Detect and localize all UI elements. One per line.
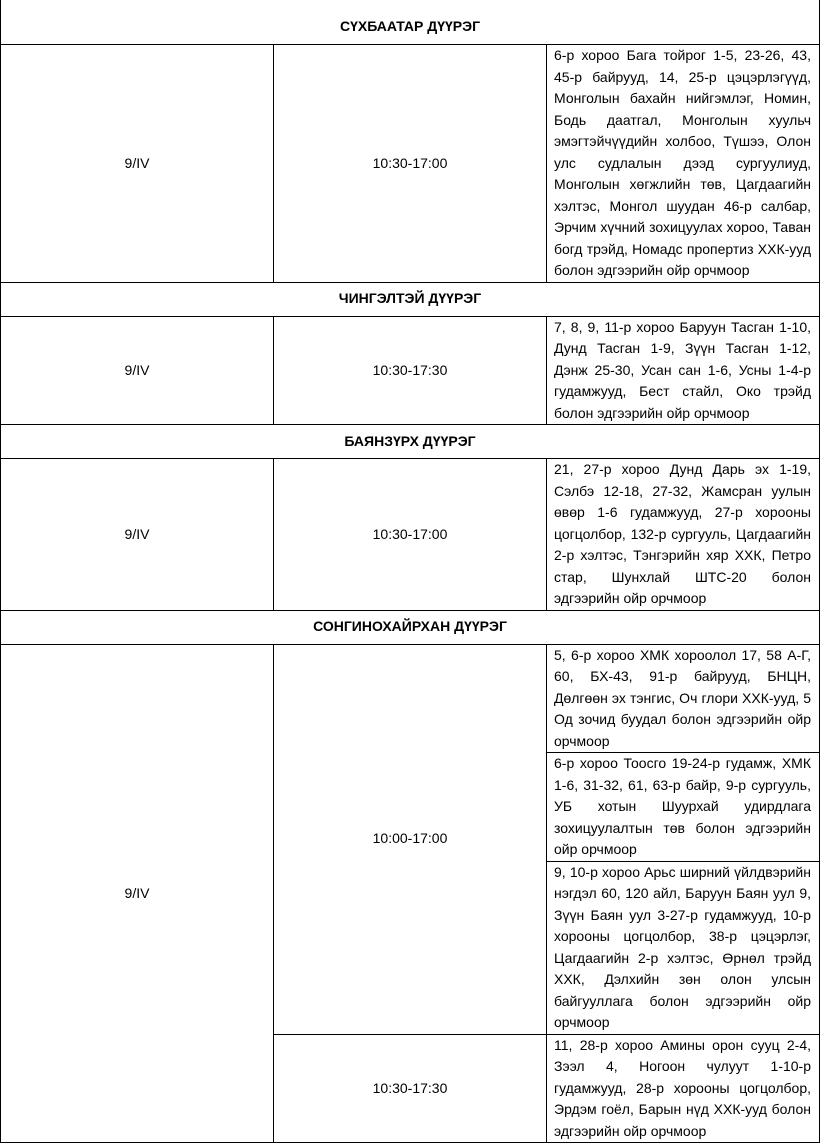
time-cell: 10:30-17:30 (274, 316, 547, 425)
time-cell: 10:30-17:00 (274, 459, 547, 611)
date-cell: 9/IV (1, 45, 274, 283)
district-header-row (1, 610, 820, 644)
district-header-row (1, 0, 820, 45)
description-cell: 6-р хороо Тоосго 19-24-р гудамж, ХМК 1-6, 31-32, 61, 63-р байр, 9-р сургууль, УБ хотын Шуурхай удирдлага зохицуулалтын төв болон эдгээрийн ойр орчмоор (547, 753, 820, 862)
date-cell: 9/IV (1, 459, 274, 611)
district-title: БАЯНЗҮРХ ДҮҮРЭГ (1, 425, 820, 459)
table-row (1, 45, 820, 283)
description-cell: 5, 6-р хороо ХМК хороолол 17, 58 А-Г, 60, БХ-43, 91-р байрууд, БНЦН, Дөлгөөн эх тэнгис, Оч глори ХХК-ууд, 5 Од зочид буудал болон эдгээрийн ойр орчмоор (547, 644, 820, 753)
date-cell: 9/IV (1, 644, 274, 1143)
district-header-row (1, 282, 820, 316)
description-cell: 7, 8, 9, 11-р хороо Баруун Тасган 1-10, Дунд Тасган 1-9, Зүүн Тасган 1-12, Дэнж 25-30, Усан сан 1-6, Усны 1-4-р гудамжууд, Бест стайл, Око трэйд болон эдгээрийн ойр орчмоор (547, 316, 820, 425)
time-cell: 10:30-17:30 (274, 1034, 547, 1143)
time-cell: 10:00-17:00 (274, 644, 547, 1034)
table-row (1, 644, 820, 753)
description-cell: 9, 10-р хороо Арьс ширний үйлдвэрийн нэгдэл 60, 120 айл, Баруун Баян уул 9, Зүүн Баян уул 3-27-р гудамжууд, 10-р хорооны цогцолбор, 38-р цэцэрлэг, Цагдаагийн 2-р хэлтэс, Өрнөл трэйд ХХК, Дэлхийн зөн олон улсын байгууллага болон эдгээрийн ойр орчмоор (547, 861, 820, 1034)
description-cell: 11, 28-р хороо Амины орон сууц 2-4, Зээл 4, Ногоон чулуут 1-10-р гудамжууд, 28-р хорооны цогцолбор, Эрдэм гоёл, Барын нүд ХХК-ууд болон эдгээрийн ойр орчмоор (547, 1034, 820, 1143)
date-cell: 9/IV (1, 316, 274, 425)
table-row (1, 459, 820, 611)
time-cell: 10:30-17:00 (274, 45, 547, 283)
district-title: ЧИНГЭЛТЭЙ ДҮҮРЭГ (1, 282, 820, 316)
description-cell: 6-р хороо Бага тойрог 1-5, 23-26, 43, 45-р байрууд, 14, 25-р цэцэрлэгүүд, Монголын бахайн нийгэмлэг, Номин, Бодь даатгал, Монголын хуульч эмэгтэйчүүдийн холбоо, Түшээ, Олон улс судлалын дээд сургуулиуд, Монголын хөгжлийн төв, Цагдаагийн хэлтэс, Монгол шуудан 46-р салбар, Эрчим хүчний зохицуулах хороо, Таван богд трэйд, Номадс пропертиз ХХК-ууд болон эдгээрийн ойр орчмоор (547, 45, 820, 283)
district-title: СҮХБААТАР ДҮҮРЭГ (1, 0, 820, 45)
district-header-row (1, 425, 820, 459)
table-row (1, 316, 820, 425)
description-cell: 21, 27-р хороо Дунд Дарь эх 1-19, Сэлбэ 12-18, 27-32, Жамсран уулын өвөр 1-6 гудамжууд, 27-р хорооны цогцолбор, 132-р сургууль, Цагдаагийн 2-р хэлтэс, Тэнгэрийн хяр ХХК, Петро стар, Шунхлай ШТС-20 болон эдгээрийн ойр орчмоор (547, 459, 820, 611)
district-title: СОНГИНОХАЙРХАН ДҮҮРЭГ (1, 610, 820, 644)
